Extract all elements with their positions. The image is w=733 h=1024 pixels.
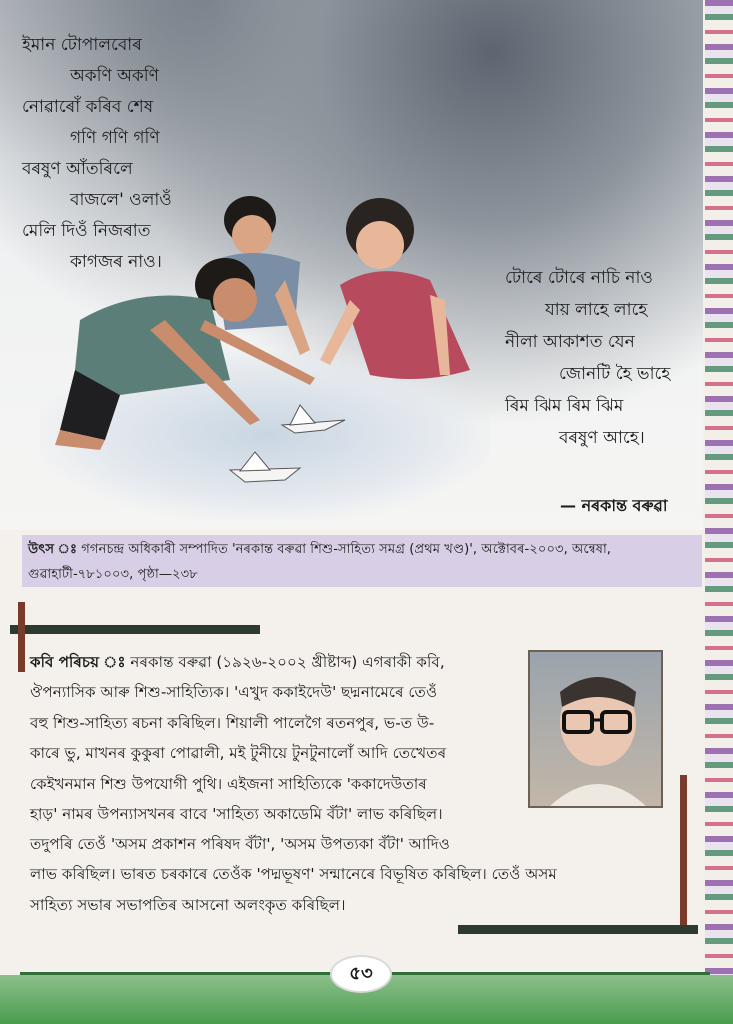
section-divider-bar [10,625,260,634]
bio-line: কাৰে ভু, মাখনৰ কুকুৰা পোৱালী, মই টুনীয়ে টুনটুনালোঁ আদি তেখেতৰ [30,744,447,763]
source-citation [22,535,702,587]
poem-line: গণি গণি গণি [70,128,160,148]
poem-line: জোনটি হৈ ভাহে [559,364,671,384]
poem-line: ৰিম ঝিম ৰিম ঝিম [505,396,624,416]
bio-heading: কবি পৰিচয় ঃ [30,653,126,671]
bio-line: ঔপন্যাসিক আৰু শিশু-সাহিত্যিক। 'এখুদ ককাইদেউ' ছদ্মনামেৰে তেওঁ [30,683,438,702]
poet-biography [30,647,520,829]
poem-illustration [0,0,703,530]
source-line-1: গগনচন্দ্ৰ অধিকাৰী সম্পাদিত 'নৰকান্ত বৰুৱা শিশু-সাহিত্য সমগ্ৰ (প্ৰথম খণ্ড)', অক্টোবৰ-২০০৩, অন্বেষা, [81,542,611,557]
section-divider-vertical [18,602,25,672]
poem-line: মেলি দিওঁ নিজৰাত [22,221,151,241]
page-number: ৫৩ [330,955,392,993]
poem-line: কাগজৰ নাও। [70,252,162,272]
decorative-border [705,0,733,1024]
bio-line: হাড়' নামৰ উপন্যাসখনৰ বাবে 'সাহিত্য অকাডেমি বঁটা' লাভ কৰিছিল। [30,805,443,824]
source-line-2: গুৱাহাটী-৭৮১০০৩, পৃষ্ঠা—২৩৮ [28,567,198,582]
poem-line: যায় লাহে লাহে [545,300,648,320]
poem-line: বৰষুণ আঁতৰিলে [22,159,133,179]
poem-line: নোৱাৰোঁ কৰিব শেষ [22,97,154,117]
bio-line: নৰকান্ত বৰুৱা (১৯২৬-২০০২ খ্ৰীষ্টাব্দ) এগৰাকী কবি, [130,653,445,671]
poem-line: বৰষুণ আহে। [559,428,645,448]
portrait-image [530,652,661,806]
poem-left-stanza [22,30,222,278]
bio-line: কেইখনমান শিশু উপযোগী পুথি। এইজনা সাহিত্যিকে 'ককাদেউতাৰ [30,774,427,793]
section-divider-vertical [680,775,687,925]
source-label: উৎস ঃ [28,542,78,557]
bio-line: সাহিত্য সভাৰ সভাপতিৰ আসনো অলংকৃত কৰিছিল। [30,895,346,914]
poem-author: — নৰকান্ত বৰুৱা [560,496,668,515]
poet-biography-continued [30,829,700,920]
bio-line: তদুপৰি তেওঁ 'অসম প্ৰকাশন পৰিষদ বঁটা', 'অসম উপত্যকা বঁটা' আদিও [30,835,450,853]
poem-line: টোৰে টোৰে নাচি নাও [505,268,653,288]
poem-line: বাজলে' ওলাওঁ [70,190,172,210]
bio-line: বহু শিশু-সাহিত্য ৰচনা কৰিছিল। শিয়ালী পালেগৈ ৰতনপুৰ, ভ-ত উ- [30,713,435,732]
poem-line: ইমান টোপালবোৰ [22,35,142,55]
poem-line: অকণি অকণি [70,66,159,86]
poet-portrait [528,650,663,808]
poem-right-stanza [505,262,695,454]
section-divider-bar [458,925,698,934]
poem-line: নীলা আকাশত যেন [505,332,635,352]
bio-line: লাভ কৰিছিল। ভাৰত চৰকাৰে তেওঁক 'পদ্মভূষণ' সন্মানেৰে বিভূষিত কৰিছিল। তেওঁ অসম [30,865,557,884]
